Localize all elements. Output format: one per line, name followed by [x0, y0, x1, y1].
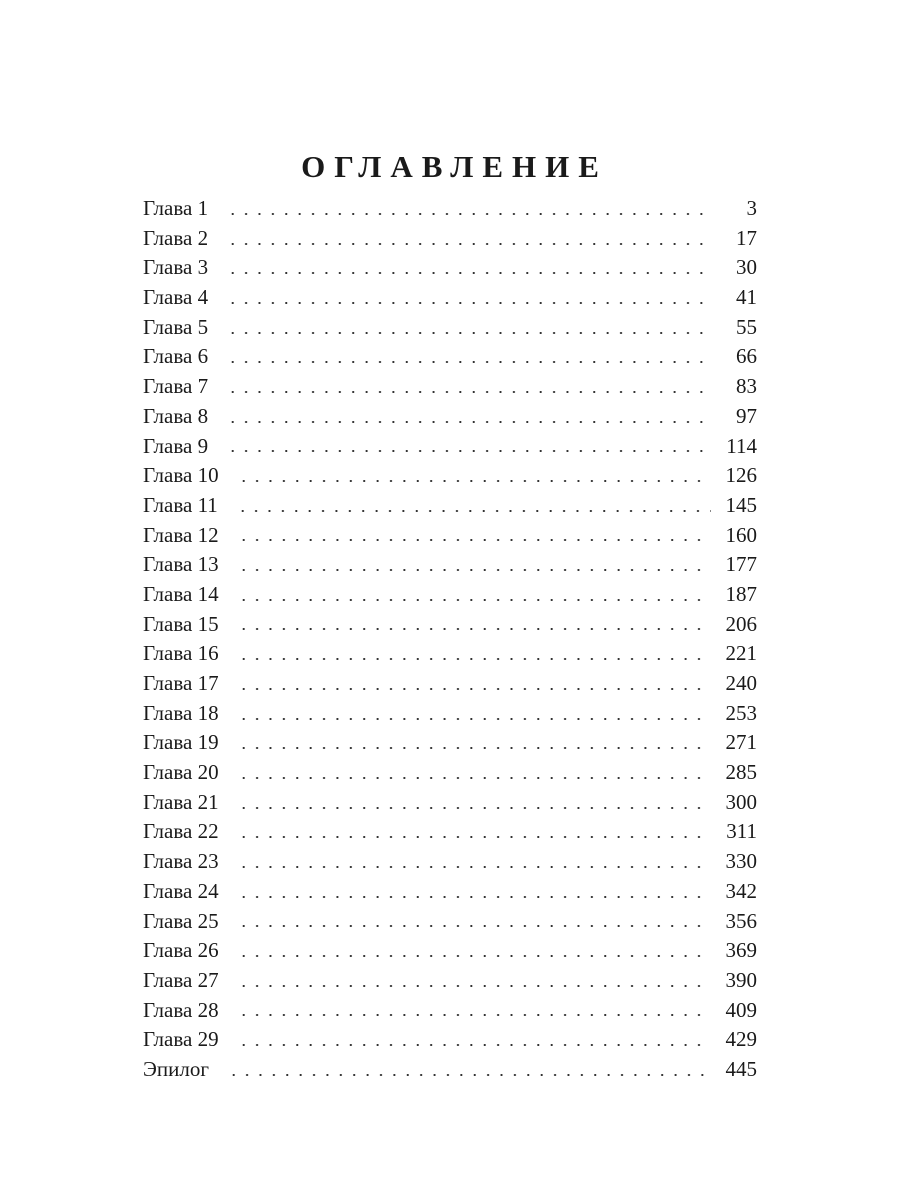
toc-entry-label: Глава 29 [143, 1027, 219, 1052]
toc-entry-page-number: 429 [725, 1027, 757, 1052]
toc-entry-page-number: 66 [736, 344, 757, 369]
toc-entry-label: Глава 16 [143, 641, 219, 666]
toc-entry-label: Глава 7 [143, 374, 209, 399]
toc-entry [143, 580, 757, 610]
toc-entry [143, 1055, 757, 1085]
toc-entry [143, 521, 757, 551]
toc-entry [143, 699, 757, 729]
toc-entry [143, 283, 757, 313]
toc-entry-page-number: 41 [736, 285, 757, 310]
toc-entry-page-number: 126 [725, 463, 757, 488]
toc-entry [143, 936, 757, 966]
toc-entry-page-number: 97 [736, 403, 757, 428]
dot-leader [237, 955, 711, 957]
toc-entry-label: Эпилог [143, 1056, 209, 1081]
toc-entry-page-number: 17 [736, 225, 757, 250]
dot-leader [237, 1014, 711, 1016]
dot-leader [237, 599, 711, 601]
toc-entry [143, 461, 757, 491]
toc-entry-label: Глава 1 [143, 196, 209, 220]
toc-entry-label: Глава 20 [143, 760, 219, 785]
toc-entry [143, 1025, 757, 1055]
toc-entry [143, 402, 757, 432]
toc-entry-label: Глава 17 [143, 671, 219, 695]
toc-entry-label: Глава 25 [143, 908, 219, 933]
toc-entry-label: Глава 5 [143, 314, 209, 339]
dot-leader [236, 510, 711, 512]
toc-entry-label: Глава 28 [143, 997, 219, 1022]
toc-entry [143, 728, 757, 758]
dot-leader [237, 480, 711, 482]
toc-entry [143, 817, 757, 847]
toc-entry [143, 758, 757, 788]
dot-leader [237, 896, 711, 898]
toc-entry-label: Глава 27 [143, 967, 219, 992]
toc-entry-page-number: 285 [725, 760, 757, 785]
toc-entry [143, 847, 757, 877]
toc-list [143, 194, 757, 1085]
dot-leader [237, 747, 711, 749]
toc-entry [143, 669, 757, 699]
toc-entry-page-number: 206 [725, 611, 757, 636]
dot-leader [237, 836, 711, 838]
dot-leader [226, 361, 711, 363]
toc-entry-page-number: 311 [726, 819, 757, 844]
dot-leader [237, 1044, 711, 1046]
toc-entry-label: Глава 6 [143, 344, 209, 369]
dot-leader [226, 421, 711, 423]
dot-leader [237, 807, 711, 809]
toc-entry-label: Глава 2 [143, 225, 209, 250]
toc-entry-page-number: 271 [725, 730, 757, 755]
toc-title: ОГЛАВЛЕНИЕ [301, 148, 608, 184]
toc-entry [143, 342, 757, 372]
dot-leader [237, 777, 711, 779]
toc-entry-page-number: 390 [725, 967, 757, 992]
toc-entry-page-number: 221 [725, 641, 757, 666]
toc-entry-page-number: 177 [725, 552, 757, 577]
toc-entry-page-number: 83 [736, 374, 757, 399]
toc-entry-page-number: 253 [725, 700, 757, 725]
toc-entry-label: Глава 18 [143, 700, 219, 725]
toc-entry-page-number: 356 [725, 908, 757, 933]
toc-entry-label: Глава 9 [143, 433, 209, 458]
toc-entry [143, 788, 757, 818]
toc-entry-page-number: 330 [725, 849, 757, 874]
toc-entry [143, 966, 757, 996]
toc-entry-label: Глава 12 [143, 522, 219, 547]
dot-leader [237, 628, 711, 630]
toc-entry [143, 996, 757, 1026]
toc-entry-label: Глава 10 [143, 463, 219, 488]
dot-leader [226, 332, 711, 334]
toc-entry [143, 253, 757, 283]
toc-entry [143, 224, 757, 254]
toc-entry-label: Глава 13 [143, 552, 219, 577]
toc-entry [143, 432, 757, 462]
dot-leader [226, 243, 711, 245]
toc-entry-label: Глава 24 [143, 878, 219, 903]
toc-entry [143, 907, 757, 937]
toc-entry [143, 313, 757, 343]
toc-entry-label: Глава 26 [143, 938, 219, 963]
toc-entry-page-number: 409 [725, 997, 757, 1022]
toc-entry-label: Глава 15 [143, 611, 219, 636]
toc-entry-page-number: 342 [725, 878, 757, 903]
toc-entry [143, 877, 757, 907]
toc-entry [143, 610, 757, 640]
toc-entry-page-number: 30 [736, 255, 757, 280]
dot-leader [227, 1074, 711, 1076]
toc-entry-page-number: 3 [746, 196, 757, 220]
toc-entry-page-number: 55 [736, 314, 757, 339]
toc-entry-label: Глава 8 [143, 403, 209, 428]
toc-entry-page-number: 114 [726, 433, 757, 458]
dot-leader [237, 688, 711, 690]
toc-entry [143, 491, 757, 521]
toc-entry-label: Глава 3 [143, 255, 209, 280]
toc-entry [143, 194, 757, 224]
toc-entry [143, 372, 757, 402]
toc-entry-label: Глава 21 [143, 789, 219, 814]
dot-leader [226, 272, 711, 274]
dot-leader [237, 569, 711, 571]
toc-entry-page-number: 240 [725, 671, 757, 695]
dot-leader [226, 302, 711, 304]
toc-entry-page-number: 369 [725, 938, 757, 963]
toc-entry [143, 639, 757, 669]
toc-entry [143, 550, 757, 580]
toc-entry-label: Глава 23 [143, 849, 219, 874]
dot-leader [237, 539, 711, 541]
dot-leader [237, 985, 711, 987]
dot-leader [237, 866, 711, 868]
dot-leader [237, 658, 711, 660]
toc-entry-page-number: 187 [725, 581, 757, 606]
toc-entry-page-number: 300 [725, 789, 757, 814]
dot-leader [226, 391, 711, 393]
toc-entry-label: Глава 14 [143, 581, 219, 606]
dot-leader [237, 925, 711, 927]
dot-leader [226, 450, 711, 452]
dot-leader [226, 213, 711, 215]
toc-entry-page-number: 445 [725, 1056, 757, 1081]
toc-entry-label: Глава 22 [143, 819, 219, 844]
toc-entry-label: Глава 19 [143, 730, 219, 755]
toc-entry-page-number: 145 [725, 492, 757, 517]
dot-leader [237, 718, 711, 720]
toc-entry-page-number: 160 [725, 522, 757, 547]
toc-entry-label: Глава 4 [143, 285, 209, 310]
toc-entry-label: Глава 11 [143, 492, 218, 517]
